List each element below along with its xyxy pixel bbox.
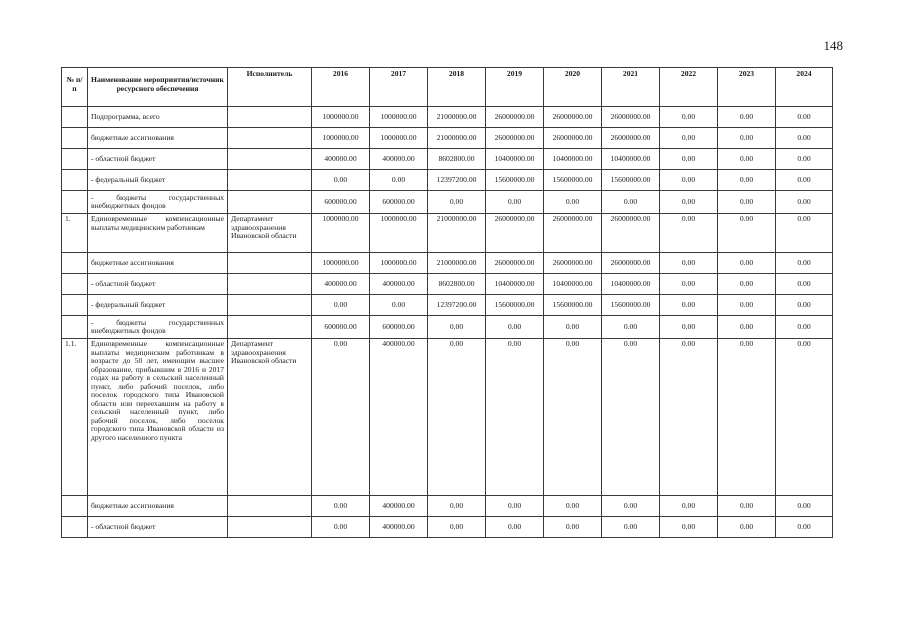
header-no: № п/п: [62, 68, 88, 107]
row-value: 0.00: [776, 170, 833, 191]
row-value: 26000000.00: [602, 128, 660, 149]
row-value: 0.00: [718, 253, 776, 274]
row-value: 15600000.00: [486, 295, 544, 316]
row-value: 0.00: [544, 496, 602, 517]
row-value: 0.00: [660, 107, 718, 128]
row-name: - областной бюджет: [88, 274, 228, 295]
row-value: 400000.00: [370, 517, 428, 538]
row-value: 21000000.00: [428, 107, 486, 128]
row-value: 0.00: [776, 149, 833, 170]
row-index: [62, 170, 88, 191]
row-index: [62, 316, 88, 339]
row-value: 0.00: [776, 191, 833, 214]
header-year: 2020: [544, 68, 602, 107]
row-value: 0.00: [718, 339, 776, 496]
row-value: 600000.00: [312, 191, 370, 214]
row-index: 1.1.: [62, 339, 88, 496]
budget-table: [61, 67, 833, 538]
table-row: [62, 214, 833, 253]
table-row: [62, 191, 833, 214]
page-number: 148: [823, 38, 843, 53]
row-value: 0.00: [312, 295, 370, 316]
row-value: 1000000.00: [370, 107, 428, 128]
row-name: Единовременные компенсационные выплаты медицинским работникам в возрасте до 50 лет, имеющим высшее образование, прибывшим в 2016 и 2017 годах на работу в сельский населенный пункт, либо рабочий поселок, либо поселок городского типа Ивановской области или переехавшим на работу в сельский населенный пункт, либо рабочий поселок, либо поселок городского типа Ивановской области из другого населенного пункта: [88, 339, 228, 496]
row-value: 0.00: [776, 128, 833, 149]
row-value: 400000.00: [312, 274, 370, 295]
row-name: - областной бюджет: [88, 517, 228, 538]
row-value: 1000000.00: [370, 214, 428, 253]
row-value: 0.00: [544, 517, 602, 538]
row-index: 1.: [62, 214, 88, 253]
row-value: 0.00: [660, 496, 718, 517]
row-value: 15600000.00: [544, 170, 602, 191]
row-value: 15600000.00: [486, 170, 544, 191]
row-value: 400000.00: [370, 496, 428, 517]
row-value: 0.00: [660, 253, 718, 274]
row-name: - федеральный бюджет: [88, 170, 228, 191]
row-value: 1000000.00: [370, 128, 428, 149]
row-value: 0.00: [718, 128, 776, 149]
row-value: 10400000.00: [486, 149, 544, 170]
row-value: 0.00: [776, 214, 833, 253]
row-value: 10400000.00: [602, 274, 660, 295]
row-index: [62, 496, 88, 517]
row-value: 0.00: [718, 316, 776, 339]
row-value: 0.00: [544, 191, 602, 214]
row-value: 10400000.00: [486, 274, 544, 295]
row-value: 0.00: [312, 496, 370, 517]
row-value: 0.00: [428, 316, 486, 339]
row-value: 0.00: [602, 517, 660, 538]
table-row: [62, 496, 833, 517]
header-year: 2019: [486, 68, 544, 107]
row-value: 0.00: [660, 517, 718, 538]
row-value: 0.00: [660, 274, 718, 295]
row-executor: [228, 295, 312, 316]
row-index: [62, 107, 88, 128]
row-index: [62, 274, 88, 295]
row-executor: [228, 274, 312, 295]
table-row: [62, 170, 833, 191]
row-value: 0.00: [718, 214, 776, 253]
row-value: 1000000.00: [312, 107, 370, 128]
row-value: 0.00: [660, 295, 718, 316]
row-value: 0.00: [428, 517, 486, 538]
header-name: Наименование мероприятия/источник ресурсного обеспечения: [88, 68, 228, 107]
row-value: 26000000.00: [602, 214, 660, 253]
row-executor: [228, 170, 312, 191]
row-value: 0.00: [660, 149, 718, 170]
header-year: 2018: [428, 68, 486, 107]
header-executor: Исполнитель: [228, 68, 312, 107]
row-value: 26000000.00: [602, 253, 660, 274]
row-value: 0.00: [776, 295, 833, 316]
row-value: 0.00: [428, 191, 486, 214]
row-executor: [228, 191, 312, 214]
row-executor: [228, 107, 312, 128]
row-executor: [228, 149, 312, 170]
row-value: 0.00: [776, 339, 833, 496]
row-value: 0.00: [660, 339, 718, 496]
row-value: 26000000.00: [602, 107, 660, 128]
row-executor: [228, 316, 312, 339]
row-name: Подпрограмма, всего: [88, 107, 228, 128]
row-executor: [228, 517, 312, 538]
row-value: 15600000.00: [602, 295, 660, 316]
row-value: 0.00: [660, 316, 718, 339]
row-value: 0.00: [660, 128, 718, 149]
row-value: 0.00: [776, 107, 833, 128]
row-value: 26000000.00: [486, 107, 544, 128]
row-index: [62, 149, 88, 170]
row-executor: [228, 496, 312, 517]
row-value: 0.00: [370, 295, 428, 316]
row-value: 400000.00: [370, 274, 428, 295]
table-row: [62, 107, 833, 128]
row-value: 10400000.00: [544, 149, 602, 170]
row-value: 0.00: [428, 496, 486, 517]
row-value: 400000.00: [370, 339, 428, 496]
row-value: 0.00: [776, 496, 833, 517]
row-value: 0.00: [602, 496, 660, 517]
row-value: 1000000.00: [370, 253, 428, 274]
row-value: 0.00: [544, 339, 602, 496]
row-name: - областной бюджет: [88, 149, 228, 170]
row-value: 0.00: [428, 339, 486, 496]
row-value: 0.00: [486, 496, 544, 517]
row-executor: [228, 128, 312, 149]
row-value: 26000000.00: [486, 214, 544, 253]
row-name: бюджетные ассигнования: [88, 128, 228, 149]
row-value: 600000.00: [312, 316, 370, 339]
row-executor: [228, 253, 312, 274]
row-value: 0.00: [718, 191, 776, 214]
row-value: 26000000.00: [544, 214, 602, 253]
row-value: 0.00: [718, 107, 776, 128]
row-value: 0.00: [660, 214, 718, 253]
table-row: [62, 128, 833, 149]
header-year: 2017: [370, 68, 428, 107]
row-value: 21000000.00: [428, 128, 486, 149]
table-row: [62, 339, 833, 496]
row-value: 0.00: [718, 274, 776, 295]
row-value: 0.00: [718, 517, 776, 538]
row-value: 400000.00: [370, 149, 428, 170]
row-value: 0.00: [312, 170, 370, 191]
row-value: 12397200.00: [428, 295, 486, 316]
table-row: [62, 253, 833, 274]
table-row: [62, 274, 833, 295]
header-year: 2016: [312, 68, 370, 107]
row-value: 1000000.00: [312, 128, 370, 149]
row-value: 15600000.00: [544, 295, 602, 316]
row-value: 0.00: [486, 316, 544, 339]
row-value: 26000000.00: [544, 253, 602, 274]
row-value: 1000000.00: [312, 253, 370, 274]
row-value: 0.00: [776, 253, 833, 274]
row-value: 0.00: [718, 496, 776, 517]
row-value: 15600000.00: [602, 170, 660, 191]
table-row: [62, 295, 833, 316]
table-body: [62, 107, 833, 538]
row-value: 0.00: [718, 170, 776, 191]
row-name: - федеральный бюджет: [88, 295, 228, 316]
row-value: 0.00: [660, 191, 718, 214]
row-value: 0.00: [602, 339, 660, 496]
row-value: 0.00: [718, 295, 776, 316]
row-value: 0.00: [312, 517, 370, 538]
row-value: 10400000.00: [544, 274, 602, 295]
row-value: 21000000.00: [428, 214, 486, 253]
header-year: 2024: [776, 68, 833, 107]
row-index: [62, 517, 88, 538]
row-value: 0.00: [544, 316, 602, 339]
row-value: 600000.00: [370, 191, 428, 214]
row-value: 0.00: [486, 339, 544, 496]
row-value: 26000000.00: [544, 128, 602, 149]
row-value: 0.00: [718, 149, 776, 170]
row-index: [62, 191, 88, 214]
row-value: 10400000.00: [602, 149, 660, 170]
table-row: [62, 149, 833, 170]
row-value: 26000000.00: [544, 107, 602, 128]
row-value: 0.00: [312, 339, 370, 496]
row-index: [62, 128, 88, 149]
row-index: [62, 295, 88, 316]
row-value: 400000.00: [312, 149, 370, 170]
row-value: 12397200.00: [428, 170, 486, 191]
row-value: 0.00: [486, 191, 544, 214]
row-executor: Департамент здравоохранения Ивановской области: [228, 339, 312, 496]
header-year: 2023: [718, 68, 776, 107]
row-value: 0.00: [602, 316, 660, 339]
header-year: 2021: [602, 68, 660, 107]
row-value: 0.00: [486, 517, 544, 538]
row-name: - бюджеты государственных внебюджетных фондов: [88, 191, 228, 214]
row-value: 26000000.00: [486, 253, 544, 274]
row-index: [62, 253, 88, 274]
row-value: 0.00: [776, 517, 833, 538]
table-row: [62, 517, 833, 538]
row-value: 26000000.00: [486, 128, 544, 149]
row-value: 21000000.00: [428, 253, 486, 274]
row-name: Единовременные компенсационные выплаты медицинским работникам: [88, 214, 228, 253]
row-value: 600000.00: [370, 316, 428, 339]
row-value: 0.00: [776, 274, 833, 295]
row-value: 8602800.00: [428, 274, 486, 295]
table-row: [62, 316, 833, 339]
row-name: - бюджеты государственных внебюджетных фондов: [88, 316, 228, 339]
row-value: 1000000.00: [312, 214, 370, 253]
header-year: 2022: [660, 68, 718, 107]
row-value: 0.00: [660, 170, 718, 191]
row-value: 0.00: [776, 316, 833, 339]
row-value: 8602800.00: [428, 149, 486, 170]
row-name: бюджетные ассигнования: [88, 496, 228, 517]
row-value: 0.00: [370, 170, 428, 191]
row-executor: Департамент здравоохранения Ивановской области: [228, 214, 312, 253]
row-value: 0.00: [602, 191, 660, 214]
row-name: бюджетные ассигнования: [88, 253, 228, 274]
